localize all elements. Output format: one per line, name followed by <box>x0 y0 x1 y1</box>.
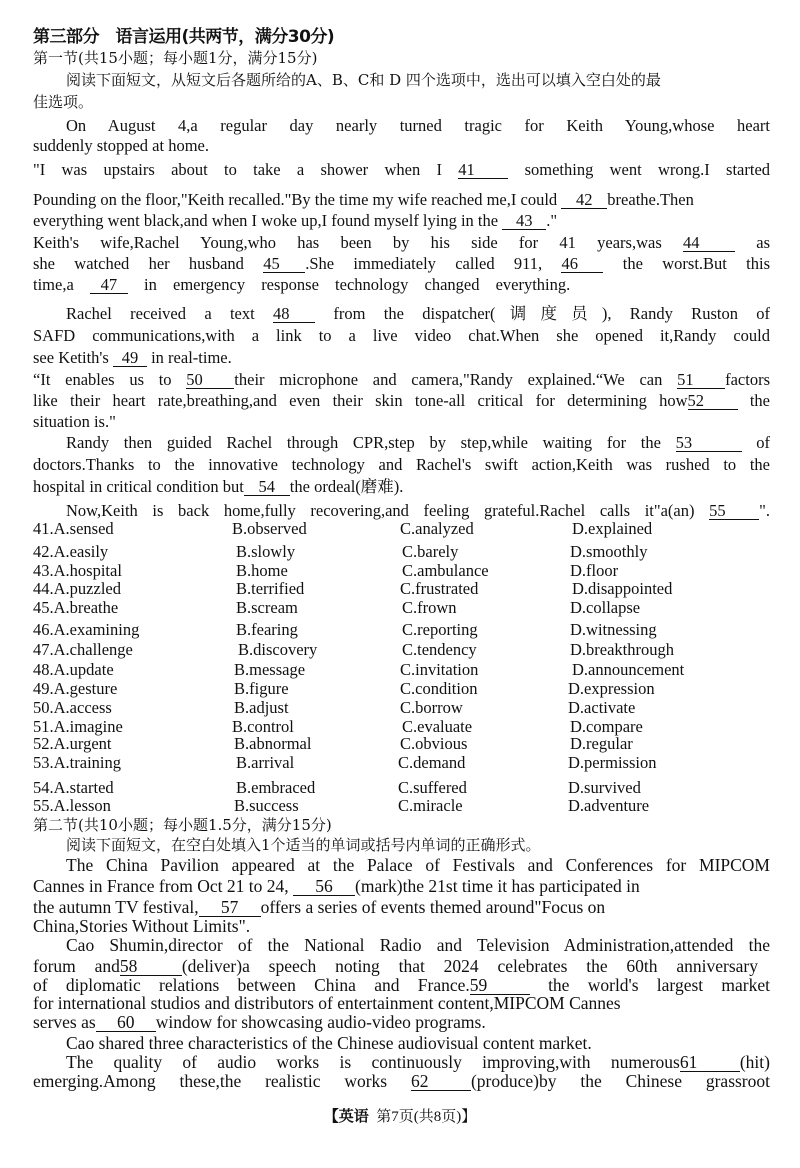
option-b: B.home <box>236 561 288 580</box>
option-d: D.survived <box>568 778 641 797</box>
blank-57: 57 <box>199 899 261 917</box>
option-c: C.frown <box>402 598 457 617</box>
option-c: C.evaluate <box>402 717 473 736</box>
passage2-line: Cao shared three characteristics of the Chinese audiovisual content market. <box>66 1033 592 1053</box>
blank-41: 41 <box>458 161 508 179</box>
option-c: C.barely <box>402 542 459 561</box>
blank-56: 56 <box>293 878 355 896</box>
option-b: B.discovery <box>238 640 318 659</box>
option-d: D.activate <box>568 698 636 717</box>
option-d: D.expression <box>568 679 655 698</box>
option-d: D.compare <box>570 717 643 736</box>
section1-instruction: 阅读下面短文，从短文后各题所给的A、B、C和 D 四个选项中，选出可以填入空白处的最 <box>66 71 661 89</box>
blank-52: 52 <box>688 392 738 410</box>
option-c: C.demand <box>398 753 466 772</box>
option-b: B.success <box>234 796 299 815</box>
passage-line: Pounding on the floor,"Keith recalled."By the time my wife reached me,I could 42 breathe.Then <box>33 190 694 209</box>
option-b: B.fearing <box>236 620 298 639</box>
passage-line: SAFD communications,with a link to a live video chat.When she opened it,Randy could <box>33 326 770 345</box>
option-b: B.abnormal <box>234 734 312 753</box>
passage-line: Rachel received a text 48 from the dispatcher(调度员), Randy Ruston of <box>66 304 771 323</box>
option-d: D.floor <box>570 561 619 580</box>
option-a: 54.A.started <box>33 778 114 797</box>
passage2-line: forum and58 (deliver)a speech noting that 2024 celebrates the 60th anniversary <box>33 956 758 976</box>
option-c: C.tendency <box>402 640 477 659</box>
option-a: 52.A.urgent <box>33 734 112 753</box>
blank-45: 45 <box>263 255 305 273</box>
passage-line: Keith's wife,Rachel Young,who has been by his side for 41 years,was 44 as <box>33 233 771 252</box>
option-c: C.ambulance <box>402 561 489 580</box>
option-d: D.disappointed <box>572 579 673 598</box>
option-d: D.witnessing <box>570 620 657 639</box>
passage-line: see Ketith's 49 in real-time. <box>33 348 232 367</box>
option-c: C.obvious <box>400 734 468 753</box>
option-a: 42.A.easily <box>33 542 109 561</box>
blank-53: 53 <box>676 434 742 452</box>
passage2-line: The quality of audio works is continuously improving,with numerous61 (hit) <box>66 1052 770 1072</box>
option-a: 49.A.gesture <box>33 679 118 698</box>
option-a: 47.A.challenge <box>33 640 133 659</box>
passage2-line: the autumn TV festival, 57 offers a series of events themed around"Focus on <box>33 897 606 917</box>
passage-line: situation is." <box>33 412 116 431</box>
section2-title: 第二节(共10小题；每小题1.5分，满分15分) <box>33 816 332 834</box>
part-title: 第三部分 语言运用(共两节，满分30分) <box>33 27 335 47</box>
passage-line: time,a 47 in emergency response technology changed everything. <box>33 275 571 294</box>
blank-55: 55 <box>709 502 759 520</box>
option-d: D.collapse <box>570 598 641 617</box>
option-b: B.embraced <box>236 778 316 797</box>
option-d: D.smoothly <box>570 542 648 561</box>
option-b: B.message <box>234 660 306 679</box>
option-b: B.observed <box>232 519 307 538</box>
passage-line: hospital in critical condition but 54 the ordeal(磨难). <box>33 477 404 496</box>
passage-line: everything went black,and when I woke up,I found myself lying in the 43 ." <box>33 211 558 230</box>
option-b: B.terrified <box>236 579 305 598</box>
option-a: 48.A.update <box>33 660 114 679</box>
blank-44: 44 <box>683 234 735 252</box>
option-c: C.miracle <box>398 796 463 815</box>
blank-51: 51 <box>677 371 725 389</box>
option-d: D.regular <box>570 734 633 753</box>
passage2-line: emerging.Among these,the realistic works 62 (produce)by the Chinese grassroot <box>33 1071 771 1091</box>
passage-line: suddenly stopped at home. <box>33 136 209 155</box>
option-b: B.scream <box>236 598 298 617</box>
blank-62: 62 <box>411 1073 471 1091</box>
footer-page-number: 第7页(共8页)】 <box>376 1109 477 1125</box>
blank-50: 50 <box>186 371 234 389</box>
footer-subject: 【英语 <box>323 1107 369 1125</box>
blank-59: 59 <box>470 977 530 995</box>
option-a: 43.A.hospital <box>33 561 122 580</box>
option-c: C.frustrated <box>400 579 479 598</box>
option-c: C.suffered <box>398 778 467 797</box>
option-b: B.figure <box>234 679 289 698</box>
passage2-line: The China Pavilion appeared at the Palace of Festivals and Conferences for MIPCOM <box>66 855 770 875</box>
passage2-line: of diplomatic relations between China and France.59 the world's largest market <box>33 975 771 995</box>
blank-42: 42 <box>561 191 607 209</box>
section1-title: 第一节(共15小题；每小题1分，满分15分) <box>33 49 318 67</box>
blank-60: 60 <box>96 1014 156 1032</box>
passage-line: like their heart rate,breathing,and even their skin tone-all critical for determining how52 the <box>33 391 770 410</box>
section2-instruction: 阅读下面短文，在空白处填入1个适当的单词或括号内单词的正确形式。 <box>66 836 541 854</box>
blank-49: 49 <box>113 349 147 367</box>
blank-46: 46 <box>561 255 603 273</box>
option-a: 51.A.imagine <box>33 717 123 736</box>
option-c: C.borrow <box>400 698 463 717</box>
blank-54: 54 <box>244 478 290 496</box>
option-b: B.slowly <box>236 542 296 561</box>
option-d: D.explained <box>572 519 653 538</box>
option-c: C.invitation <box>400 660 479 679</box>
option-c: C.analyzed <box>400 519 474 538</box>
option-a: 44.A.puzzled <box>33 579 121 598</box>
passage-line: she watched her husband 45 .She immediately called 911, 46 the worst.But this <box>33 254 771 273</box>
passage2-line: China,Stories Without Limits". <box>33 916 251 936</box>
option-a: 46.A.examining <box>33 620 140 639</box>
option-b: B.control <box>232 717 294 736</box>
blank-43: 43 <box>502 212 546 230</box>
option-a: 55.A.lesson <box>33 796 111 815</box>
option-b: B.arrival <box>236 753 295 772</box>
passage2-line: Cao Shumin,director of the National Radio and Television Administration,attended the <box>66 935 770 955</box>
blank-47: 47 <box>90 276 128 294</box>
option-c: C.condition <box>400 679 478 698</box>
passage-line: Now,Keith is back home,fully recovering,and feeling grateful.Rachel calls it"a(an) 55 ". <box>66 501 771 520</box>
option-a: 53.A.training <box>33 753 121 772</box>
blank-58: 58 <box>120 958 182 976</box>
option-b: B.adjust <box>234 698 289 717</box>
passage2-line: for international studios and distributors of entertainment content,MIPCOM Cannes <box>33 993 621 1013</box>
option-a: 50.A.access <box>33 698 112 717</box>
blank-48: 48 <box>273 305 315 323</box>
passage-line: Randy then guided Rachel through CPR,step by step,while waiting for the 53 of <box>66 433 770 452</box>
option-d: D.permission <box>568 753 657 772</box>
option-a: 41.A.sensed <box>33 519 114 538</box>
option-c: C.reporting <box>402 620 478 639</box>
passage-line: "I was upstairs about to take a shower when I 41 something went wrong.I started <box>33 160 771 179</box>
option-d: D.adventure <box>568 796 650 815</box>
option-d: D.breakthrough <box>570 640 675 659</box>
blank-61: 61 <box>680 1054 740 1072</box>
page-footer <box>0 1105 800 1126</box>
option-a: 45.A.breathe <box>33 598 119 617</box>
passage-line: “It enables us to 50 their microphone and camera,"Randy explained.“We can 51 factors <box>33 370 771 389</box>
option-d: D.announcement <box>572 660 685 679</box>
passage2-line: serves as 60 window for showcasing audio-video programs. <box>33 1012 486 1032</box>
section1-instruction-cont: 佳选项。 <box>33 93 94 111</box>
passage-line: doctors.Thanks to the innovative technology and Rachel's swift action,Keith was rushed to the <box>33 455 770 474</box>
passage-line: On August 4,a regular day nearly turned tragic for Keith Young,whose heart <box>66 116 770 135</box>
passage2-line: Cannes in France from Oct 21 to 24, 56 (mark)the 21st time it has participated in <box>33 876 640 896</box>
